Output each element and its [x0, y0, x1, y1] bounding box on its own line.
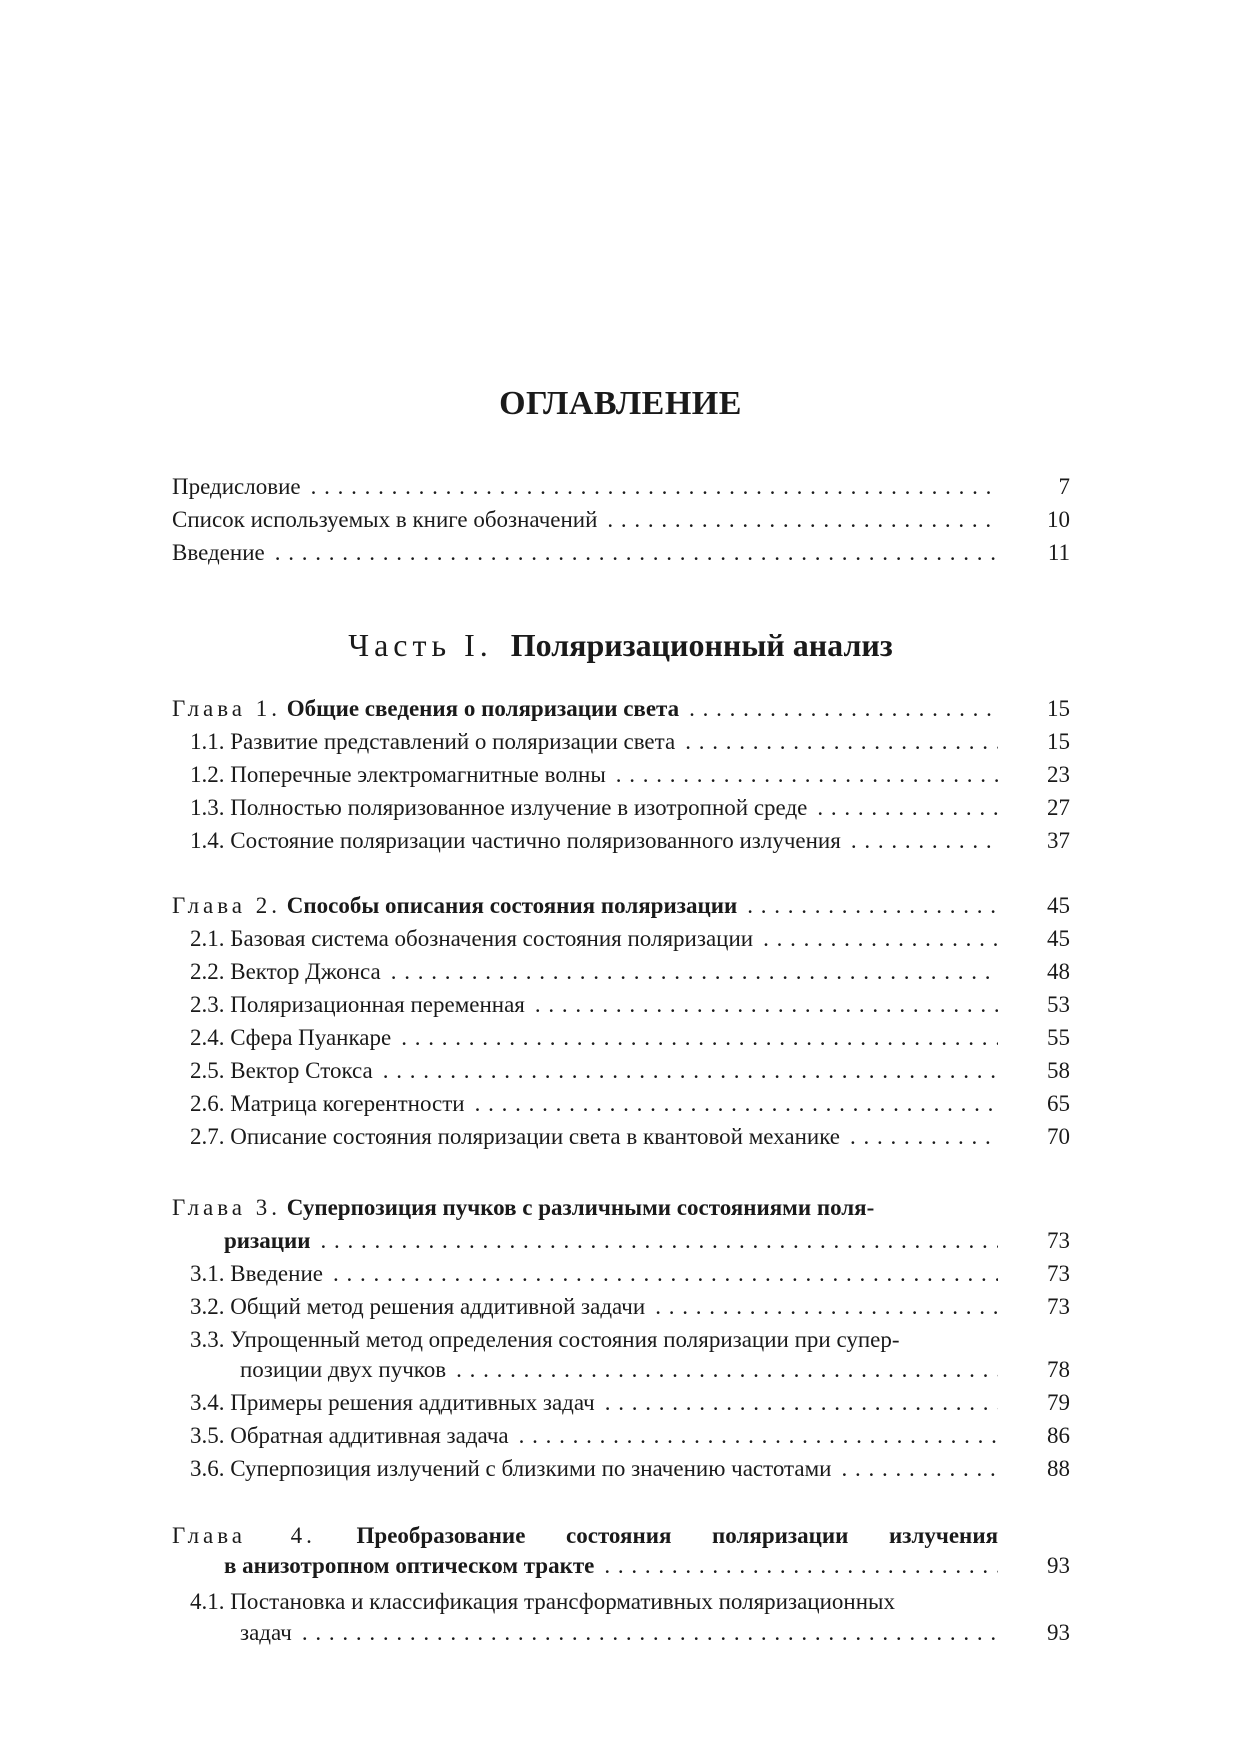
section-4-1[interactable] — [172, 1585, 1070, 1618]
part-label: Часть I. — [348, 627, 493, 663]
section-3-2[interactable] — [172, 1290, 1070, 1323]
section-num: 2.7. — [190, 1124, 225, 1149]
entry-page: 65 — [1047, 1091, 1070, 1116]
entry-page: 37 — [1047, 828, 1070, 853]
section-3-4[interactable] — [172, 1386, 1070, 1419]
section-text: Базовая система обозначения состояния поляризации — [230, 926, 754, 951]
section-num: 2.5. — [190, 1058, 225, 1083]
entry-page: 86 — [1047, 1423, 1070, 1448]
chapter-4-heading-cont[interactable] — [172, 1549, 1070, 1582]
chapter-title: Способы описания состояния поляризации — [286, 893, 738, 918]
section-text: Матрица когерентности — [230, 1091, 465, 1116]
entry-text: Предисловие — [172, 474, 301, 499]
section-text: Постановка и классификация трансформативных поляризационных — [230, 1589, 895, 1614]
entry-page: 73 — [1047, 1228, 1070, 1253]
section-num: 4.1. — [190, 1589, 225, 1614]
part-heading — [0, 627, 1241, 664]
entry-page: 93 — [1047, 1620, 1070, 1645]
section-text: Общий метод решения аддитивной задачи — [230, 1294, 646, 1319]
entry-page: 70 — [1047, 1124, 1070, 1149]
entry-page: 73 — [1047, 1261, 1070, 1286]
entry-page: 45 — [1047, 893, 1070, 918]
section-num: 3.6. — [190, 1456, 225, 1481]
toc-entry-intro[interactable] — [172, 536, 1070, 569]
toc-entry-preface[interactable] — [172, 470, 1070, 503]
section-num: 2.3. — [190, 992, 225, 1017]
section-2-4[interactable] — [172, 1021, 1070, 1054]
entry-page: 11 — [1047, 540, 1070, 565]
section-text: Вектор Джонса — [230, 959, 381, 984]
entry-page: 23 — [1047, 762, 1070, 787]
entry-page: 15 — [1047, 696, 1070, 721]
section-text: Состояние поляризации частично поляризованного излучения — [230, 828, 841, 853]
chapter-title: Общие сведения о поляризации света — [286, 696, 680, 721]
entry-page: 53 — [1047, 992, 1070, 1017]
chapter-4-heading[interactable] — [172, 1519, 1070, 1552]
section-num: 3.1. — [190, 1261, 225, 1286]
section-3-3-cont[interactable] — [172, 1353, 1070, 1386]
section-2-5[interactable] — [172, 1054, 1070, 1087]
section-text: Вектор Стокса — [230, 1058, 373, 1083]
section-num: 2.6. — [190, 1091, 225, 1116]
section-num: 3.4. — [190, 1390, 225, 1415]
entry-text: Введение — [172, 540, 265, 565]
section-text-cont: задач — [240, 1620, 292, 1645]
entry-page: 7 — [1058, 474, 1070, 499]
entry-page: 27 — [1047, 795, 1070, 820]
section-num: 1.2. — [190, 762, 225, 787]
section-1-2[interactable] — [172, 758, 1070, 791]
section-text: Описание состояния поляризации света в квантовой механике — [230, 1124, 841, 1149]
section-text: Суперпозиция излучений с близкими по значению частотами — [230, 1456, 832, 1481]
entry-page: 55 — [1047, 1025, 1070, 1050]
section-text: Введение — [230, 1261, 323, 1286]
section-num: 3.5. — [190, 1423, 225, 1448]
entry-page: 88 — [1047, 1456, 1070, 1481]
section-num: 1.1. — [190, 729, 225, 754]
section-2-6[interactable] — [172, 1087, 1070, 1120]
section-3-5[interactable] — [172, 1419, 1070, 1452]
entry-page: 58 — [1047, 1058, 1070, 1083]
entry-page: 79 — [1047, 1390, 1070, 1415]
entry-page: 45 — [1047, 926, 1070, 951]
section-1-1[interactable] — [172, 725, 1070, 758]
chapter-2-heading[interactable] — [172, 889, 1070, 922]
chapter-label: Глава 1. — [172, 696, 282, 721]
section-3-1[interactable] — [172, 1257, 1070, 1290]
chapter-label: Глава 2. — [172, 893, 282, 918]
entry-page: 93 — [1047, 1553, 1070, 1578]
section-num: 2.4. — [190, 1025, 225, 1050]
entry-page: 48 — [1047, 959, 1070, 984]
entry-page: 10 — [1047, 507, 1070, 532]
chapter-1-heading[interactable] — [172, 692, 1070, 725]
entry-page: 15 — [1047, 729, 1070, 754]
section-text-cont: позиции двух пучков — [240, 1357, 447, 1382]
section-4-1-cont[interactable] — [172, 1616, 1070, 1649]
section-2-7[interactable] — [172, 1120, 1070, 1153]
entry-text: Список используемых в книге обозначений — [172, 507, 598, 532]
entry-page: 78 — [1047, 1357, 1070, 1382]
chapter-label: Глава 3. — [172, 1195, 282, 1220]
chapter-title-cont: в анизотропном оптическом тракте — [224, 1553, 595, 1578]
chapter-3-heading[interactable] — [172, 1191, 1070, 1224]
section-2-2[interactable] — [172, 955, 1070, 988]
section-text: Поляризационная переменная — [230, 992, 525, 1017]
section-1-4[interactable] — [172, 824, 1070, 857]
chapter-title-cont: ризации — [224, 1228, 311, 1253]
section-3-3[interactable] — [172, 1323, 1070, 1356]
toc-entry-notation[interactable] — [172, 503, 1070, 536]
part-name: Поляризационный анализ — [510, 627, 893, 663]
section-text: Примеры решения аддитивных задач — [230, 1390, 595, 1415]
chapter-title: Преобразование состояния поляризации излучения — [356, 1523, 998, 1548]
section-3-6[interactable] — [172, 1452, 1070, 1485]
chapter-title: Суперпозиция пучков с различными состояниями поля- — [286, 1195, 875, 1220]
entry-page: 73 — [1047, 1294, 1070, 1319]
section-text: Обратная аддитивная задача — [230, 1423, 509, 1448]
section-num: 2.2. — [190, 959, 225, 984]
chapter-label: Глава 4. — [172, 1523, 316, 1548]
section-num: 2.1. — [190, 926, 225, 951]
page-title: ОГЛАВЛЕНИЕ — [499, 385, 742, 422]
chapter-3-heading-cont[interactable] — [172, 1224, 1070, 1257]
section-text: Поперечные электромагнитные волны — [230, 762, 606, 787]
section-num: 3.2. — [190, 1294, 225, 1319]
section-text: Развитие представлений о поляризации света — [230, 729, 676, 754]
section-2-3[interactable] — [172, 988, 1070, 1021]
section-num: 1.4. — [190, 828, 225, 853]
section-text: Упрощенный метод определения состояния поляризации при супер- — [230, 1327, 900, 1352]
section-num: 1.3. — [190, 795, 225, 820]
section-2-1[interactable] — [172, 922, 1070, 955]
section-text: Полностью поляризованное излучение в изотропной среде — [230, 795, 808, 820]
section-text: Сфера Пуанкаре — [230, 1025, 392, 1050]
section-1-3[interactable] — [172, 791, 1070, 824]
section-num: 3.3. — [190, 1327, 225, 1352]
